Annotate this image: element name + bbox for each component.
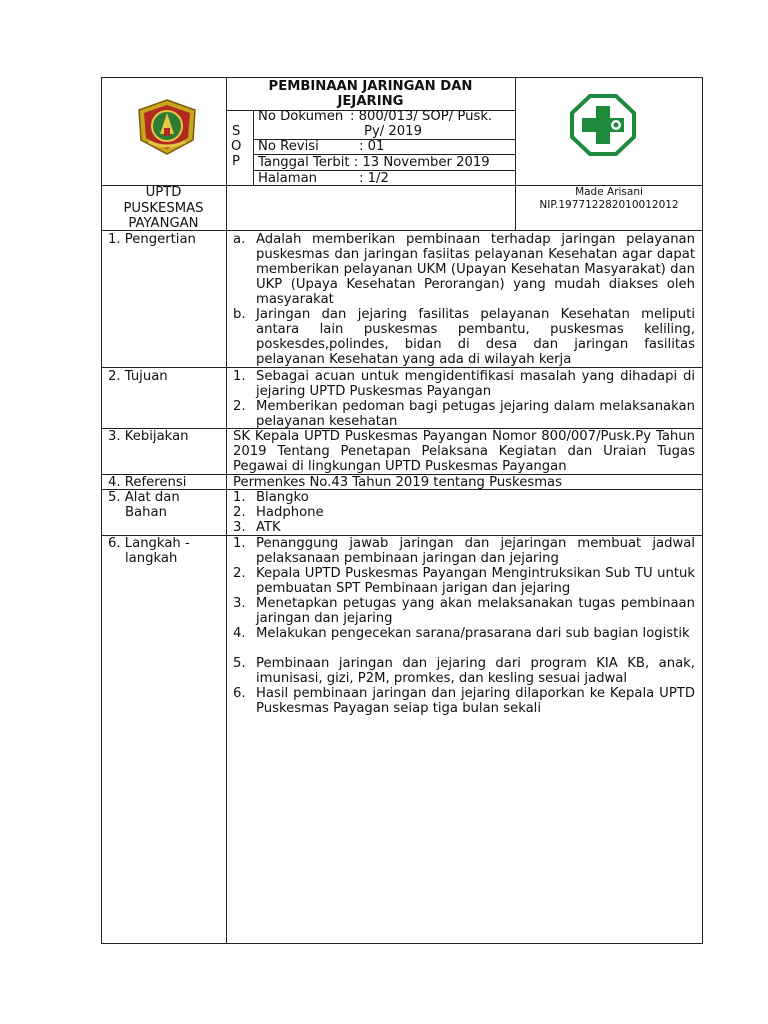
sop-divider <box>253 110 254 185</box>
tujuan-item: Memberikan pedoman bagi petugas jejaring dalam melaksanakan pelayanan kesehatan <box>256 399 695 429</box>
list-number: 5. <box>233 656 246 671</box>
langkah-item: Melakukan pengecekan sarana/prasarana dari sub bagian logistik <box>256 626 690 641</box>
sop-letter: O <box>231 139 242 154</box>
halaman-label: Halaman <box>258 171 318 186</box>
list-number: 1. <box>233 490 246 505</box>
kebijakan-text: SK Kepala UPTD Puskesmas Payangan Nomor 800/007/Pusk.Py Tahun 2019 Tentang Penetapan Pelaksana Kegiatan dan Uraian Tugas Pegawai di lingkungan UPTD Puskesmas Payangan <box>233 429 695 474</box>
alat-item: Hadphone <box>256 505 324 520</box>
langkah-item: Pembinaan jaringan dan jejaring dari program KIA KB, anak, imunisasi, gizi, P2M, promkes, dan kesling sesuai jadwal <box>256 656 695 686</box>
section-label-tujuan: 2. Tujuan <box>108 369 168 384</box>
row-line <box>101 367 703 368</box>
document-title-line-2: JEJARING <box>337 94 404 109</box>
signer-nip: NIP.197712282010012012 <box>539 199 679 211</box>
tanggal-terbit: Tanggal Terbit : 13 November 2019 <box>258 155 490 170</box>
list-number: 4. <box>233 626 246 641</box>
section-label-langkah-cont: langkah <box>125 551 178 566</box>
list-marker: a. <box>233 232 246 247</box>
org-name-line-3: PAYANGAN <box>128 216 199 231</box>
sop-letter: P <box>232 154 240 169</box>
org-name-line-2: PUSKESMAS <box>123 201 204 216</box>
no-dokumen-value: : 800/013/ SOP/ Pusk. <box>350 109 493 124</box>
halaman-value: : 1/2 <box>359 171 389 186</box>
alat-item: Blangko <box>256 490 309 505</box>
section-label-alat: 5. Alat dan <box>108 490 180 505</box>
org-name-line-1: UPTD <box>145 185 182 200</box>
list-number: 2. <box>233 505 246 520</box>
list-number: 2. <box>233 399 246 414</box>
pengertian-a-text: Adalah memberikan pembinaan terhadap jaringan pelayanan puskesmas dan jaringan fasiitas pelayanan Kesehatan agar dapat memberikan pelayanan UKM (Upayan Kesehatan Masyarakat) dan UKP (Upaya Kesehatan Perorangan) yang mudah diakses oleh masyarakat <box>256 232 695 307</box>
tujuan-item: Sebagai acuan untuk mengidentifikasi masalah yang dihadapi di jejaring UPTD Puskesmas Payangan <box>256 369 695 399</box>
alat-item: ATK <box>256 520 281 535</box>
list-number: 1. <box>233 536 246 551</box>
section-label-langkah: 6. Langkah - <box>108 536 190 551</box>
list-number: 6. <box>233 686 246 701</box>
section-label-referensi: 4. Referensi <box>108 475 187 490</box>
section-label-alat-cont: Bahan <box>125 505 167 520</box>
sop-letter: S <box>232 124 241 139</box>
signer-name: Made Arisani <box>575 186 643 198</box>
pengertian-b-text: Jaringan dan jejaring fasilitas pelayanan Kesehatan meliputi antara lain puskesmas pembantu, puskesmas keliling, poskesdes,polindes, bidan di desa dan jaringan fasilitas pelayanan Kesehatan yang ada di wilayah kerja <box>256 307 695 367</box>
list-number: 3. <box>233 596 246 611</box>
langkah-item: Menetapkan petugas yang akan melaksanakan tugas pembinaan jaringan dan jejaring <box>256 596 695 626</box>
no-revisi-value: : 01 <box>359 139 385 154</box>
section-label-kebijakan: 3. Kebijakan <box>108 429 189 444</box>
no-dokumen-value-cont: Py/ 2019 <box>364 124 422 139</box>
referensi-text: Permenkes No.43 Tahun 2019 tentang Puskesmas <box>233 475 562 490</box>
puskesmas-cross-icon <box>570 94 636 156</box>
document-title-line-1: PEMBINAAN JARINGAN DAN <box>268 79 473 94</box>
list-number: 1. <box>233 369 246 384</box>
list-number: 3. <box>233 520 246 535</box>
langkah-item: Hasil pembinaan jaringan dan jejaring dilaporkan ke Kepala UPTD Puskesmas Payagan seiap tiga bulan sekali <box>256 686 695 716</box>
regional-emblem-icon <box>133 98 201 156</box>
column-divider <box>226 77 227 944</box>
langkah-item: Kepala UPTD Puskesmas Payangan Mengintruksikan Sub TU untuk pembuatan SPT Pembinaan jarigan dan jejaring <box>256 566 695 596</box>
section-label-pengertian: 1. Pengertian <box>108 232 196 247</box>
list-marker: b. <box>233 307 246 322</box>
langkah-item: Penanggung jawab jaringan dan jejaringan membuat jadwal pelaksanaan pembinaan jaringan dan jejaring <box>256 536 695 566</box>
no-revisi-label: No Revisi <box>258 139 319 154</box>
list-number: 2. <box>233 566 246 581</box>
no-dokumen-label: No Dokumen <box>258 109 344 124</box>
